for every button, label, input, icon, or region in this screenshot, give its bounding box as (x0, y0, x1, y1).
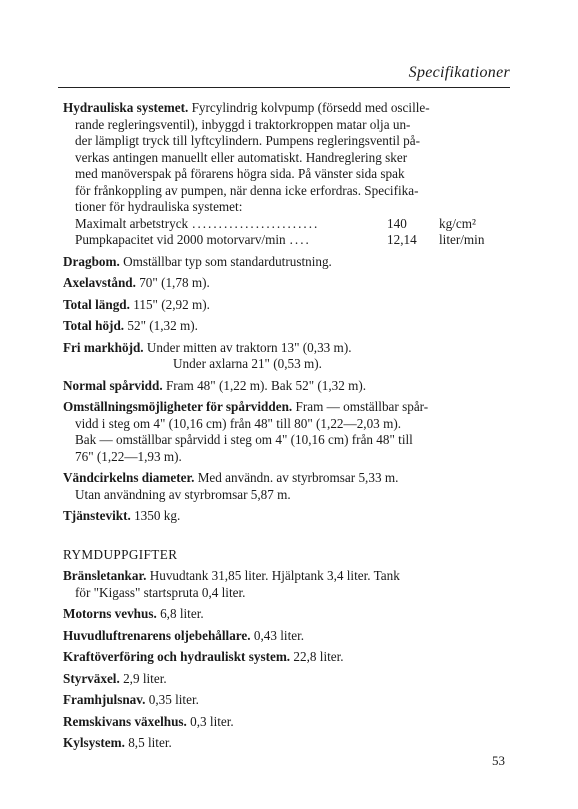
item-total-height (63, 318, 507, 335)
item-label: Framhjulsnav. (63, 692, 146, 707)
item-drawbar (63, 254, 507, 271)
item-label: Kraftöverföring och hydrauliskt system. (63, 649, 291, 664)
hydraulics-line: tioner för hydrauliska systemet: (75, 199, 243, 214)
spec-leader-dots: ........................ (192, 215, 320, 231)
spec-row-pump-capacity (63, 232, 507, 249)
header-rule (58, 87, 510, 88)
item-label: Styrväxel. (63, 670, 120, 686)
item-label: Omställningsmöjligheter för spårvidden. (63, 399, 293, 414)
item-front-hub (63, 692, 507, 709)
item-fuel-tanks (63, 568, 507, 585)
item-text: 0,3 liter. (186, 713, 234, 729)
spec-unit: liter/min (439, 232, 485, 247)
item-text: Bak — omställbar spårvidd i steg om 4" (10,16 cm) från 48" till (75, 432, 413, 447)
item-label: Kylsystem. (63, 735, 125, 750)
item-label: Remskivans växelhus. (63, 713, 187, 729)
item-label: Bränsletankar. (63, 568, 147, 583)
item-label: Total höjd. (63, 318, 125, 333)
hydraulics-line: rande regleringsventil), inbyggd i traktorkroppen matar olja un- (75, 116, 411, 132)
hydraulics-paragraph (63, 100, 507, 117)
item-ground-clearance (63, 340, 507, 357)
item-text: Huvudtank 31,85 liter. Hjälptank 3,4 liter. Tank (146, 568, 400, 583)
item-text: för "Kigass" startspruta 0,4 liter. (75, 584, 246, 600)
item-text: 2,9 liter. (119, 670, 167, 686)
item-text: Fram — omställbar spår- (292, 399, 429, 414)
item-text: Fram 48" (1,22 m). Bak 52" (1,32 m). (162, 377, 367, 393)
running-header: Specifikationer (408, 64, 510, 81)
item-steering-gear (63, 671, 507, 688)
item-air-cleaner (63, 628, 507, 645)
spec-value: 12,14 (387, 232, 417, 247)
item-track (63, 378, 507, 395)
item-track-adjust (63, 399, 507, 416)
item-label: Vändcirkelns diameter. (63, 470, 195, 485)
item-text: 0,35 liter. (145, 692, 199, 707)
item-text: 1350 kg. (130, 508, 181, 523)
item-text: 6,8 liter. (156, 606, 204, 621)
page-number: 53 (492, 753, 505, 768)
spec-leader-dots: .... (289, 232, 311, 247)
item-text: Under axlarna 21" (0,53 m). (173, 356, 322, 371)
item-text: 52" (1,32 m). (124, 318, 198, 333)
item-text: Omställbar typ som standardutrustning. (119, 253, 332, 269)
item-weight (63, 508, 507, 525)
item-transmission (63, 649, 507, 666)
item-text: 0,43 liter. (250, 627, 305, 643)
item-label: Normal spårvidd. (63, 377, 163, 393)
item-text: 76" (1,22—1,93 m). (75, 448, 182, 464)
spec-label: Maximalt arbetstryck (75, 215, 189, 231)
item-wheelbase (63, 275, 507, 292)
hydraulics-line: för frånkoppling av pumpen, när denna icke erfordras. Specifika- (75, 182, 419, 198)
spec-value: 140 (387, 215, 407, 231)
item-turning-circle (63, 470, 507, 487)
spec-unit: kg/cm² (439, 215, 476, 231)
item-label: Axelavstånd. (63, 275, 136, 290)
hydraulics-line: verkas antingen manuellt eller automatiskt. Handreglering sker (75, 149, 408, 165)
item-label: Motorns vevhus. (63, 606, 157, 621)
item-label: Tjänstevikt. (63, 508, 131, 523)
spec-row-max-pressure (63, 216, 507, 233)
item-text: Utan användning av styrbromsar 5,87 m. (75, 486, 291, 502)
hydraulics-line: med manöverspak på förarens högra sida. På vänster sida spak (75, 166, 405, 181)
item-label: Total längd. (63, 296, 130, 312)
hydraulics-line: der lämpligt tryck till lyftcylindern. Pumpens regleringsventil på- (75, 133, 420, 148)
item-pulley-gearbox (63, 714, 507, 731)
hydraulics-line: Fyrcylindrig kolvpump (försedd med oscille- (188, 100, 430, 115)
item-label: Dragbom. (63, 253, 120, 269)
item-label: Huvudluftrenarens oljebehållare. (63, 627, 251, 643)
item-cooling-system (63, 735, 507, 752)
item-text: Med användn. av styrbromsar 5,33 m. (194, 470, 399, 485)
item-total-length (63, 297, 507, 314)
page-content (63, 100, 507, 752)
spec-label: Pumpkapacitet vid 2000 motorvarv/min (75, 232, 286, 247)
item-text: vidd i steg om 4" (10,16 cm) från 48" till 80" (1,22—2,03 m). (75, 415, 402, 431)
item-text: 115" (2,92 m). (129, 296, 210, 312)
item-text: 22,8 liter. (290, 649, 344, 664)
item-text: 8,5 liter. (124, 735, 172, 750)
item-text: Under mitten av traktorn 13" (0,33 m). (143, 339, 352, 355)
item-text: 70" (1,78 m). (135, 275, 210, 290)
item-crankcase (63, 606, 507, 623)
section-heading-capacities: RYMDUPPGIFTER (63, 546, 178, 562)
item-label: Fri markhöjd. (63, 339, 144, 355)
hydraulics-label: Hydrauliska systemet. (63, 100, 189, 115)
